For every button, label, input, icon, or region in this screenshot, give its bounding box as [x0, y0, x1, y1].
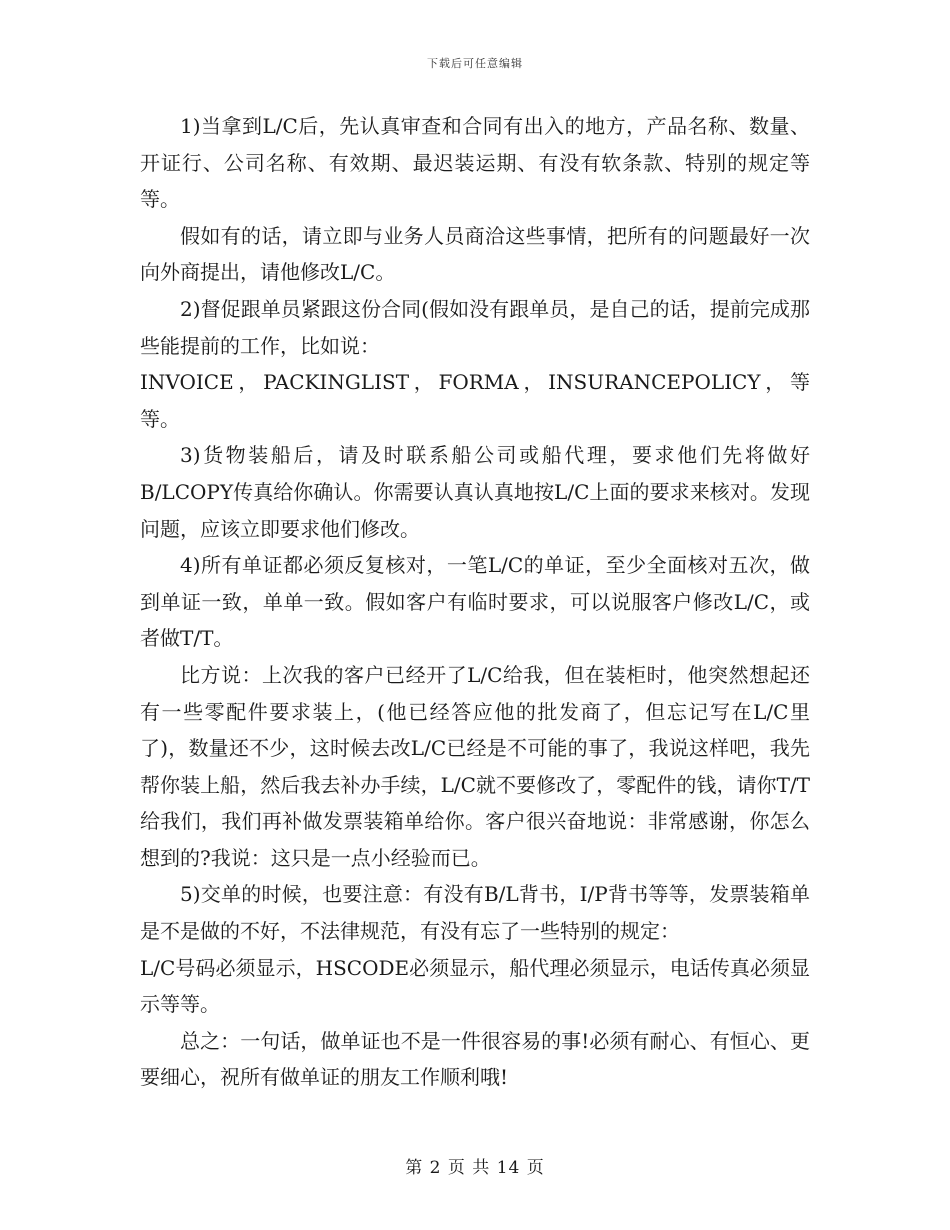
paragraph-7: 比方说：上次我的客户已经开了L/C给我，但在装柜时，他突然想起还有一些零配件要求装上，(他已经答应他的批发商了，但忘记写在L/C里了)，数量还不少，这时候去改L/C已经是不可能的事了，我说这样吧，我先帮你装上船，然后我去补办手续，L/C就不要修改了，零配件的钱，请你T/T给我们，我们再补做发票装箱单给你。客户很兴奋地说：非常感谢，你怎么想到的?我说：这只是一点小经验而已。: [140, 662, 810, 870]
document-body: [140, 108, 810, 1096]
paragraph-1: 1)当拿到L/C后，先认真审查和合同有出入的地方，产品名称、数量、开证行、公司名称、有效期、最迟装运期、有没有软条款、特别的规定等等。: [140, 114, 810, 212]
paragraph-5: 3)货物装船后，请及时联系船公司或船代理，要求他们先将做好B/LCOPY传真给你确认。你需要认真认真地按L/C上面的要求来核对。发现问题，应该立即要求他们修改。: [140, 443, 810, 541]
paragraph-2: 假如有的话，请立即与业务人员商洽这些事情，把所有的问题最好一次向外商提出，请他修改L/C。: [140, 223, 810, 285]
paragraph-9: L/C号码必须显示，HSCODE必须显示，船代理必须显示，电话传真必须显示等等。: [140, 955, 810, 1017]
page-number-footer: 第 2 页 共 14 页: [405, 1158, 545, 1178]
page-header-note: 下载后可任意编辑: [427, 57, 523, 70]
paragraph-10: 总之：一句话，做单证也不是一件很容易的事!必须有耐心、有恒心、更要细心，祝所有做单证的朋友工作顺利哦!: [140, 1028, 810, 1090]
paragraph-4: INVOICE，PACKINGLIST，FORMA，INSURANCEPOLICY，等等。: [140, 370, 810, 431]
paragraph-3: 2)督促跟单员紧跟这份合同(假如没有跟单员，是自己的话，提前完成那些能提前的工作，比如说：: [140, 296, 810, 358]
paragraph-6: 4)所有单证都必须反复核对，一笔L/C的单证，至少全面核对五次，做到单证一致，单单一致。假如客户有临时要求，可以说服客户修改L/C，或者做T/T。: [140, 553, 810, 651]
paragraph-8: 5)交单的时候，也要注意：有没有B/L背书，I/P背书等等，发票装箱单是不是做的不好，不法律规范，有没有忘了一些特别的规定：: [140, 882, 810, 944]
